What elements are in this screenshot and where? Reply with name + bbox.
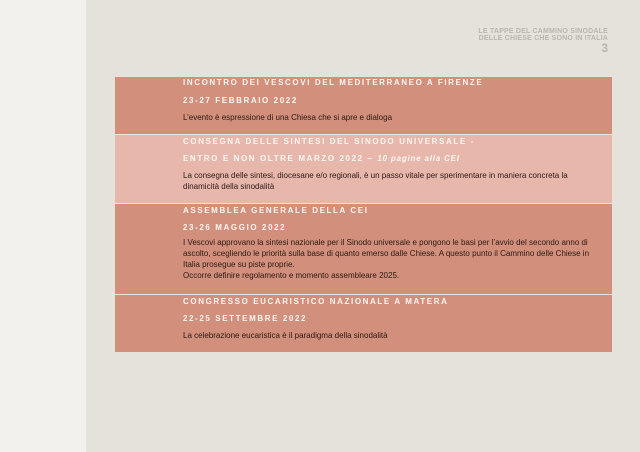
event-title: CONGRESSO EUCARISTICO NAZIONALE A MATERA: [183, 297, 449, 306]
header-title-line-2: DELLE CHIESE CHE SONO IN ITALIA: [478, 35, 608, 42]
event-description: [183, 330, 602, 341]
event-description: [183, 170, 602, 192]
header-title-line-1: LE TAPPE DEL CAMMINO SINODALE: [478, 28, 608, 35]
event-title: ASSEMBLEA GENERALE DELLA CEI: [183, 206, 369, 215]
event-date: [183, 154, 602, 164]
event-card-consegna-sintesi: [115, 134, 612, 203]
page-header: [478, 28, 608, 54]
event-description-paragraph: L’evento è espressione di una Chiesa che si apre e dialoga: [183, 113, 393, 122]
event-date-text: ENTRO E NON OLTRE MARZO 2022 –: [183, 154, 374, 163]
event-date: 22-25 SETTEMBRE 2022: [183, 314, 308, 323]
event-title: INCONTRO DEI VESCOVI DEL MEDITERRANEO A FIRENZE: [183, 78, 484, 87]
event-description: [183, 237, 602, 281]
event-card-assemblea-cei: [115, 203, 612, 294]
page-margin-band: [0, 0, 86, 452]
event-title: CONSEGNA DELLE SINTESI DEL SINODO UNIVERSALE -: [183, 137, 475, 146]
event-card-mediterraneo: [115, 77, 612, 134]
event-description-paragraph: La consegna delle sintesi, diocesane e/o regionali, è un passo vitale per sperimentare in maniera concreta la dinamicità della sinodalità: [183, 171, 568, 191]
event-date-note: 10 pagine alla CEI: [377, 154, 460, 163]
event-date: 23-27 FEBBRAIO 2022: [183, 96, 298, 105]
page-number: 3: [601, 41, 608, 55]
event-description: [183, 112, 602, 123]
event-card-congresso-eucaristico: [115, 294, 612, 352]
event-description-paragraph: Occorre definire regolamento e momento assembleare 2025.: [183, 271, 400, 280]
synod-timeline: [115, 77, 612, 352]
event-date: 23-26 MAGGIO 2022: [183, 223, 287, 232]
event-description-paragraph: La celebrazione eucaristica è il paradigma della sinodalità: [183, 331, 388, 340]
event-description-paragraph: I Vescovi approvano la sintesi nazionale per il Sinodo universale e pongono le basi per l’avvio del secondo anno di ascolto, scegliendo le priorità sulla base di quanto emerso dalle Chiese. A questo punto il Cammino delle Chiese in Italia prosegue su piste proprie.: [183, 238, 590, 269]
